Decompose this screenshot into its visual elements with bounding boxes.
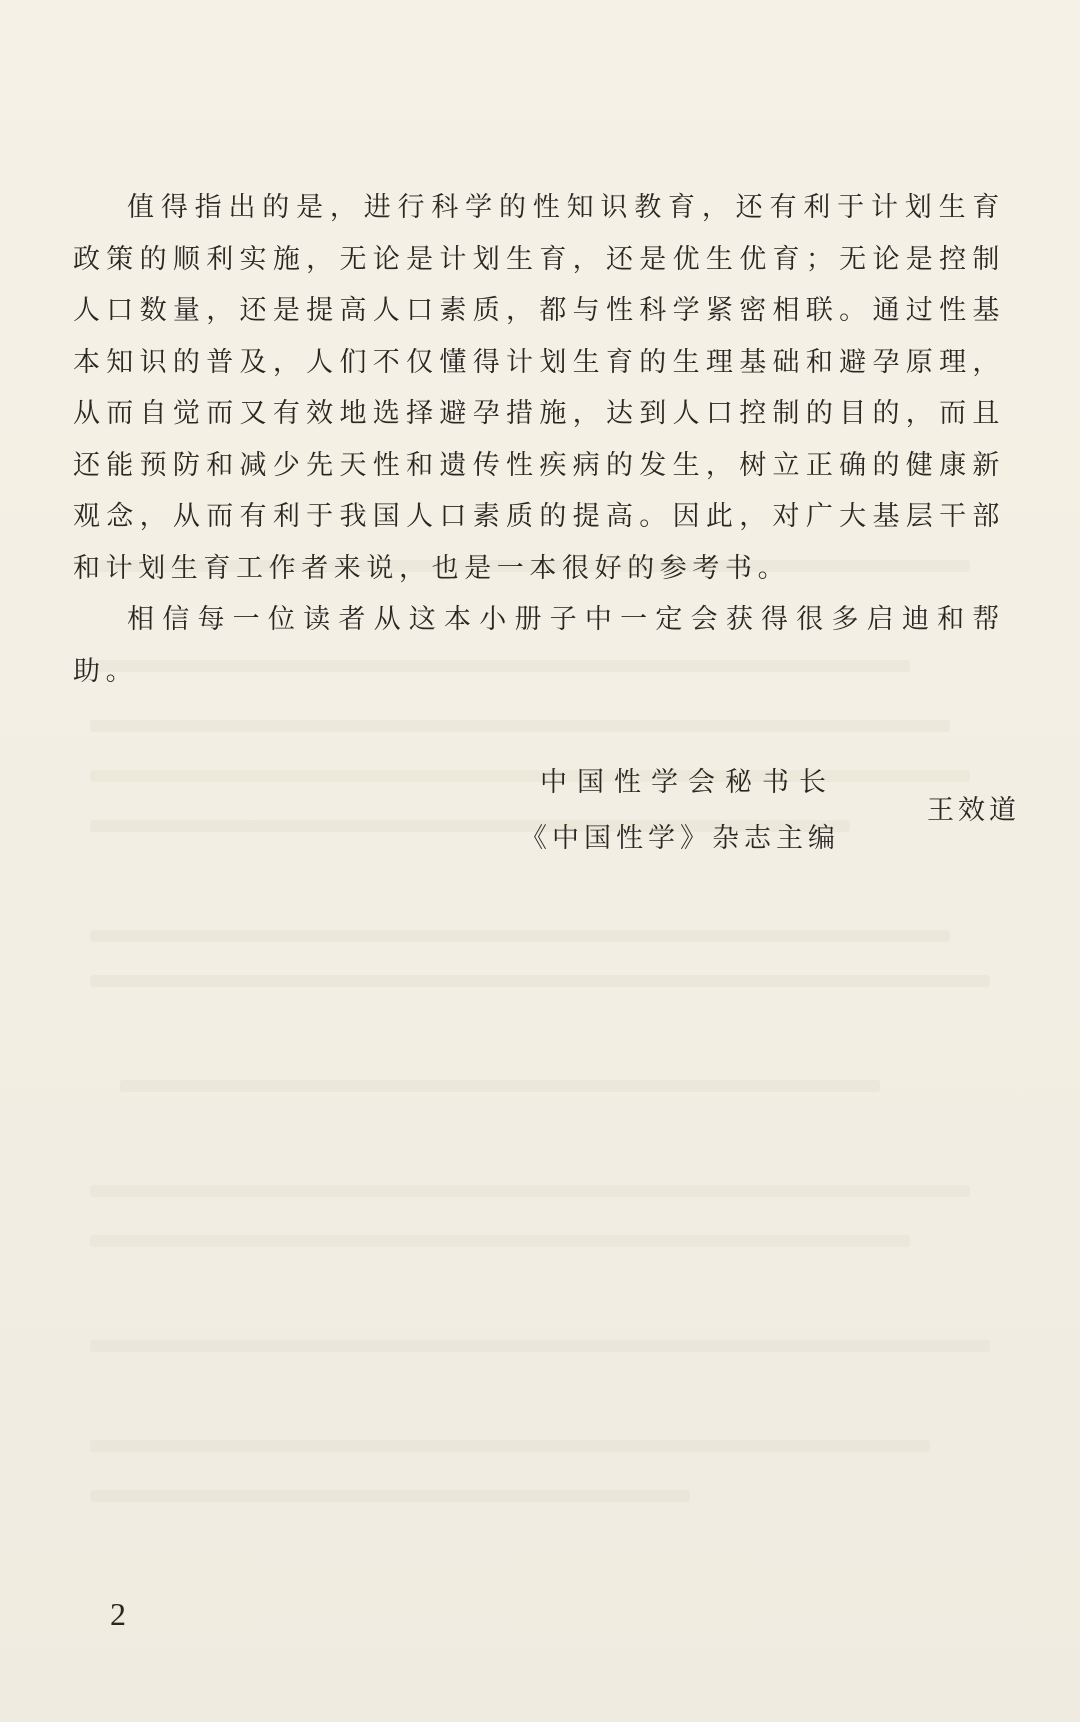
signature-block [520, 760, 1020, 860]
show-through-line [90, 975, 990, 987]
body-text [73, 182, 1005, 697]
paragraph-2: 相信每一位读者从这本小册子中一定会获得很多启迪和帮助。 [73, 604, 1005, 687]
paragraph-1: 值得指出的是，进行科学的性知识教育，还有利于计划生育政策的顺利实施，无论是计划生育，还是优生优育；无论是控制人口数量，还是提高人口素质，都与性科学紧密相联。通过性基本知识的普及，人们不仅懂得计划生育的生理基础和避孕原理，从而自觉而又有效地选择避孕措施，达到人口控制的目的，而且还能预防和减少先天性和遗传性疾病的发生，树立正确的健康新观念，从而有利于我国人口素质的提高。因此，对广大基层干部和计划生育工作者来说，也是一本很好的参考书。 [73, 192, 1005, 584]
signature-title-line-2: 《中国性学》杂志主编 [520, 823, 840, 854]
page-number: 2 [110, 1596, 126, 1632]
show-through-line [90, 1235, 910, 1247]
signature-name: 王效道 [927, 795, 1020, 826]
show-through-line [90, 930, 950, 942]
show-through-line [90, 1440, 930, 1452]
show-through-line [90, 1340, 990, 1352]
show-through-line [90, 720, 950, 732]
signature-title-line-1: 中国性学会秘书长 [540, 767, 836, 798]
show-through-line [90, 1185, 970, 1197]
show-through-line [120, 1080, 880, 1092]
show-through-line [90, 1490, 690, 1502]
